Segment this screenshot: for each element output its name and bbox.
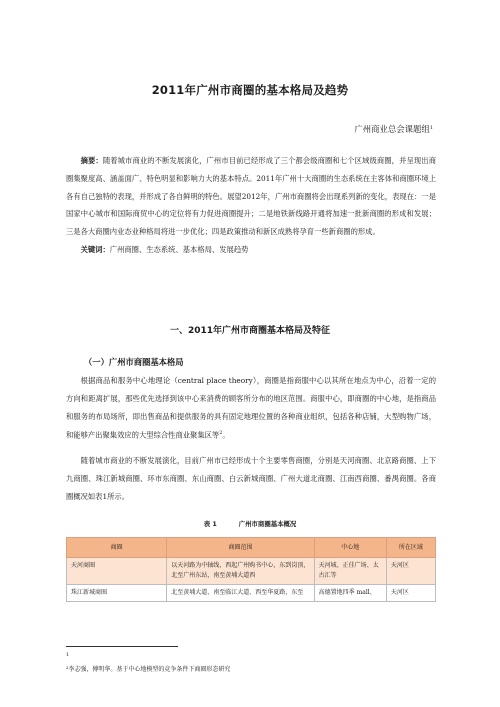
table-caption (0, 519, 500, 528)
table-header-cell: 中心地 (314, 538, 386, 558)
table-header-cell: 商圈 (67, 538, 167, 558)
table-row (67, 558, 436, 585)
footnote-2: ²李志强，傅明华。基于中心地模型的竞争条件下商圈形态研究 (66, 666, 231, 673)
footnote-1: 1 (66, 652, 70, 658)
paragraph-1-text: 根据商品和服务中心地理论（central place theory），商圈是指商服中心以其所在地点为中心，沿着一定的方向和距离扩展，那些优先选择到该中心来消费的顾客所分布的地区范围。商服中心，即商圈的中心地，是指商品和服务的布局场所，即出售商品和提供服务的具有固定地理位置的各种商业组织，包括各种店铺，大型购物广场，和能够产出聚集效应的大型综合性商业聚集区等 (66, 376, 436, 440)
paragraph-1 (66, 372, 436, 445)
paragraph-2: 随着城市商业的不断发展演化，目前广州市已经形成十个主要零售商圈，分别是天河商圈、北京路商圈、上下九商圈、珠江新城商圈、环市东商圈、东山商圈、白云新城商圈、广州大道北商圈、江南西商圈、番禺商圈。各商圈概况如表1所示。 (66, 456, 436, 501)
table-caption-title: 广州市商圈基本概况 (238, 520, 297, 528)
table-cell: 天河城、正佳广场、太古汇等 (314, 558, 386, 585)
subsection-heading: （一）广州市商圈基本格局 (84, 357, 184, 367)
table-cell: 天河商圈 (67, 558, 167, 585)
table-cell: 以天河路为中轴线，西起广州购书中心，东到岗顶，北至广州东站，南至黄埔大道西 (167, 558, 314, 585)
section-heading: 一、2011年广州市商圈基本格局及特征 (169, 326, 331, 336)
table-cell: 珠江新城商圈 (67, 585, 167, 602)
table-header-row (67, 538, 436, 558)
keywords-text: 广州商圈、生态系统、基本格局、发展趋势 (109, 245, 249, 254)
author-name: 广州商业总会课题组 (354, 124, 430, 134)
abstract (66, 152, 436, 241)
table-cell: 天河区 (386, 558, 435, 585)
keywords (66, 241, 436, 259)
keywords-label: 关键词： (80, 245, 110, 254)
paragraph-1-end: 。 (222, 430, 230, 440)
author-line (354, 123, 433, 135)
table-cell: 北至黄埔大道、南至临江大道、西至华夏路，东至 (167, 585, 314, 602)
table-cell: 天河区 (386, 585, 435, 602)
paragraph-1-footnote-mark[interactable]: 2 (219, 430, 223, 437)
district-table (66, 537, 436, 602)
table-header-cell: 商圈范围 (167, 538, 314, 558)
abstract-label: 摘要： (80, 156, 103, 165)
table-caption-number: 表 1 (203, 520, 217, 528)
footnote-divider (66, 646, 178, 647)
abstract-text: 随着城市商业的不断发展演化，广州市目前已经形成了三个都会级商圈和七个区域级商圈，并呈现出商圈集聚度高、涵盖面广、特色明显和影响力大的基本特点。2011年广州十大商圈的生态系统在主客体和商圈环境上各有自己独特的表现，并形成了各自鲜明的特色。展望2012年，广州市商圈将会出现系列新的变化，表现在：一是国家中心城市和国际商贸中心的定位将有力促进商圈提升；二是地铁新线路开通将加速一批新商圈的形成和发展；三是各大商圈内业态业种格局将进一步优化；四是政策推动和新区成熟将孕育一些新商圈的形成。 (66, 156, 437, 237)
table-cell: 高德置地四季 mall、 (314, 585, 386, 602)
page-title: 2011年广州市商圈的基本格局及趋势 (151, 83, 349, 97)
author-footnote-mark[interactable]: 1 (429, 125, 433, 131)
table-row (67, 585, 436, 602)
table-header-cell: 所在区域 (386, 538, 435, 558)
